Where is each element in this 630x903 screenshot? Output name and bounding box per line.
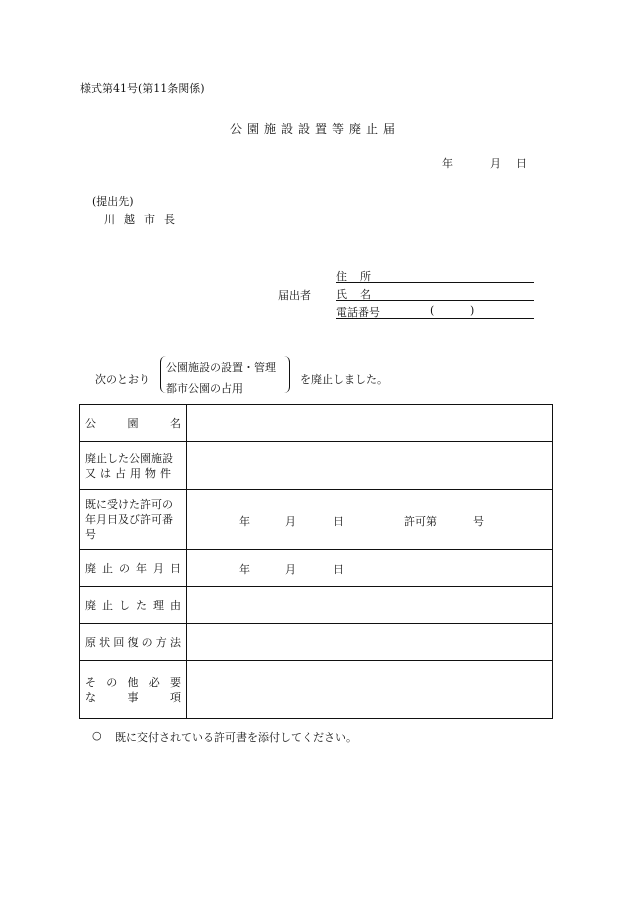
park-name-value[interactable] [187, 405, 553, 442]
statement-prefix: 次のとおり [95, 373, 150, 386]
park-name-label [80, 405, 187, 442]
park-name-text: 公 園 名 [85, 417, 181, 430]
other-matters-line2: な 事 項 [85, 690, 181, 704]
prior-permit-line3: 号 [85, 528, 96, 541]
abolition-year-label: 年 [239, 563, 250, 576]
abolition-date-label [80, 550, 187, 587]
prior-permit-line1: 既に受けた許可の [85, 498, 173, 511]
permit-month-label: 月 [285, 514, 296, 528]
table-row [80, 405, 553, 442]
abolition-date-text: 廃 止 の 年 月 日 [85, 562, 181, 575]
other-matters-value[interactable] [187, 661, 553, 719]
option-occupancy[interactable]: 都市公園の占用 [166, 382, 243, 395]
date-month-label: 月 [490, 157, 501, 170]
restoration-method-text: 原 状 回 復 の 方 法 [85, 636, 181, 649]
phone-label: 電話番号 [336, 306, 380, 319]
abolition-reason-text: 廃 止 し た 理 由 [85, 599, 181, 612]
table-row [80, 442, 553, 490]
note-marker-icon: ○ [92, 729, 102, 742]
note-text: 既に交付されている許可書を添付してください。 [115, 731, 357, 744]
abolition-month-label: 月 [285, 563, 296, 576]
abolition-form-table [79, 404, 553, 719]
permit-year-label: 年 [239, 514, 250, 528]
date-year-label: 年 [442, 157, 453, 170]
abolition-reason-label [80, 587, 187, 624]
prior-permit-line2: 年月日及び許可番 [85, 513, 173, 526]
statement-suffix: を廃止しました。 [300, 373, 388, 386]
addressee-name: 川越市長 [104, 213, 184, 226]
phone-paren-open: ( [430, 304, 435, 317]
other-matters-line1: そ の 他 必 要 [85, 675, 181, 689]
address-field[interactable] [336, 268, 534, 283]
name-label: 氏名 [336, 288, 384, 301]
filer-label: 届出者 [278, 289, 311, 302]
other-matters-label [80, 661, 187, 719]
abolished-facility-value[interactable] [187, 442, 553, 490]
prior-permit-value[interactable] [187, 490, 553, 550]
abolished-facility-line2: 又は占用物件 [85, 466, 175, 480]
abolition-reason-value[interactable] [187, 587, 553, 624]
table-row [80, 587, 553, 624]
permit-number-suffix: 号 [473, 514, 484, 528]
permit-day-label: 日 [333, 514, 344, 528]
document-title: 公園施設設置等廃止届 [229, 122, 400, 136]
address-label: 住所 [336, 270, 384, 283]
permit-number-prefix: 許可第 [404, 514, 437, 528]
table-row [80, 661, 553, 719]
restoration-method-label [80, 624, 187, 661]
table-row [80, 490, 553, 550]
abolition-date-value[interactable] [187, 550, 553, 587]
date-day-label: 日 [516, 157, 527, 170]
table-row [80, 624, 553, 661]
addressee-label: (提出先) [92, 195, 134, 208]
submission-date [442, 155, 527, 171]
phone-field[interactable] [336, 304, 534, 319]
abolition-day-label: 日 [333, 563, 344, 576]
prior-permit-label [80, 490, 187, 550]
abolished-facility-label [80, 442, 187, 490]
name-field[interactable] [336, 286, 534, 301]
table-row [80, 550, 553, 587]
form-number: 様式第41号(第11条関係) [80, 82, 205, 95]
option-facility[interactable]: 公園施設の設置・管理 [166, 361, 276, 374]
restoration-method-value[interactable] [187, 624, 553, 661]
abolished-facility-line1: 廃止した公園施設 [85, 451, 173, 465]
phone-paren-close: ) [470, 304, 475, 317]
